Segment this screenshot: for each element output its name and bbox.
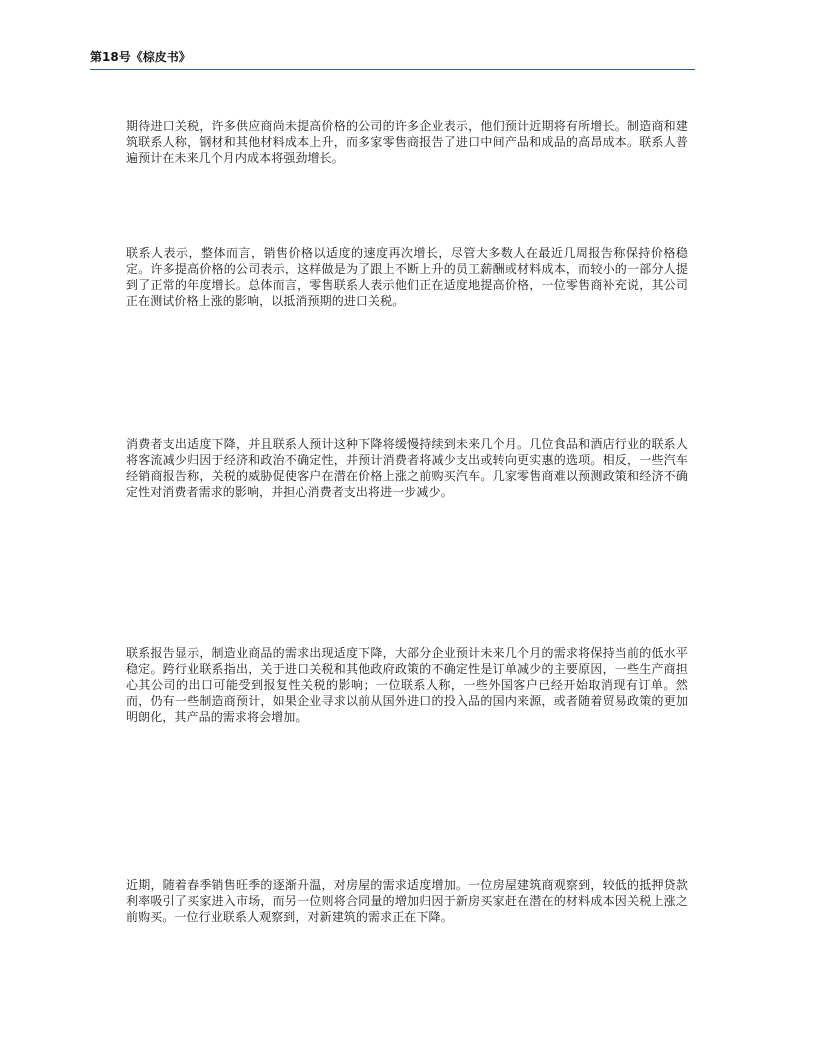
- paragraph-costs: 期待进口关税，许多供应商尚未提高价格的公司的许多企业表示，他们预计近期将有所增长。制造商和建筑联系人称，钢材和其他材料成本上升，而多家零售商报告了进口中间产品和成品的高昂成本。联系人普遍预计在未来几个月内成本将强劲增长。: [126, 119, 688, 165]
- document-title: 第18号《棕皮书》: [90, 50, 191, 64]
- header-divider: [90, 69, 695, 70]
- paragraph-prices: 联系人表示，整体而言，销售价格以适度的速度再次增长，尽管大多数人在最近几周报告称保持价格稳定。许多提高价格的公司表示，这样做是为了跟上不断上升的员工薪酬或材料成本，而较小的一部分人提到了正常的年度增长。总体而言，零售联系人表示他们正在适度地提高价格，一位零售商补充说，其公司正在测试价格上涨的影响，以抵消预期的进口关税。: [126, 246, 688, 308]
- paragraph-manufacturing: 联系报告显示，制造业商品的需求出现适度下降，大部分企业预计未来几个月的需求将保持当前的低水平稳定。跨行业联系指出，关于进口关税和其他政府政策的不确定性是订单减少的主要原因，一些生产商担心其公司的出口可能受到报复性关税的影响；一位联系人称，一些外国客户已经开始取消现有订单。然而，仍有一些制造商预计，如果企业寻求以前从国外进口的投入品的国内来源，或者随着贸易政策的更加明朗化，其产品的需求将会增加。: [126, 646, 688, 724]
- paragraph-housing: 近期，随着春季销售旺季的逐渐升温，对房屋的需求适度增加。一位房屋建筑商观察到，较低的抵押贷款利率吸引了买家进入市场，而另一位则将合同量的增加归因于新房买家赶在潜在的材料成本因关税上涨之前购买。一位行业联系人观察到，对新建筑的需求正在下降。: [126, 878, 688, 924]
- paragraph-consumer-spending: 消费者支出适度下降，并且联系人预计这种下降将缓慢持续到未来几个月。几位食品和酒店行业的联系人将客流减少归因于经济和政治不确定性，并预计消费者将减少支出或转向更实惠的选项。相反，一些汽车经销商报告称，关税的威胁促使客户在潜在价格上涨之前购买汽车。几家零售商难以预测政策和经济不确定性对消费者需求的影响，并担心消费者支出将进一步减少。: [126, 437, 688, 499]
- page-header: [90, 50, 695, 70]
